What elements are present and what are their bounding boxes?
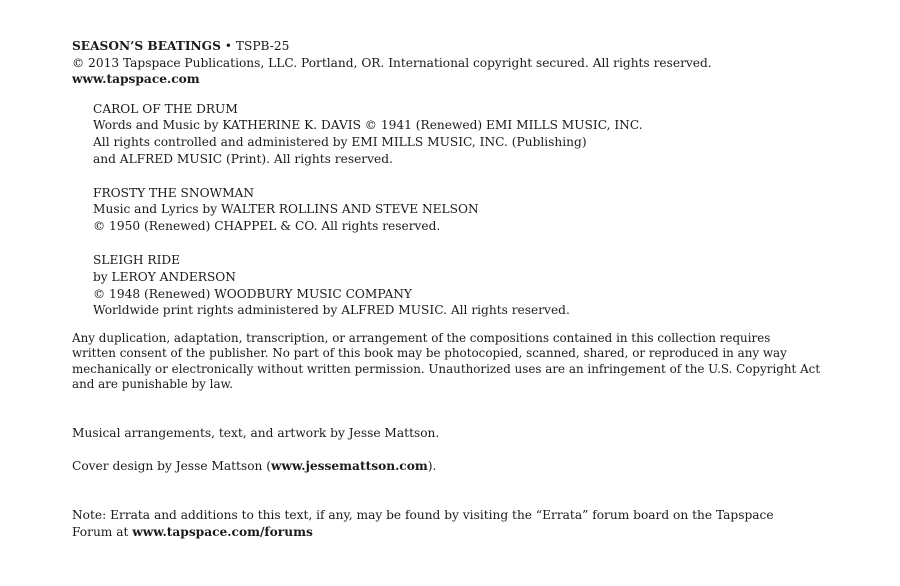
- cover-design-credit: [72, 458, 872, 475]
- notice-line: and are punishable by law.: [72, 376, 234, 391]
- song-title: FROSTY THE SNOWMAN: [93, 185, 255, 200]
- credit-line: Music and Lyrics by WALTER ROLLINS AND STEVE NELSON: [93, 202, 479, 217]
- notice-line: written consent of the publisher. No part of this book may be photocopied, scanned, shared, or reproduced in any way: [72, 346, 787, 361]
- note-forum-text: Forum at: [72, 524, 133, 539]
- song-credit-frosty-the-snowman: [93, 185, 872, 235]
- cover-design-text: Cover design by Jesse Mattson (: [72, 458, 272, 473]
- notice-line: mechanically or electronically without written permission. Unauthorized uses are an infringement of the U.S. Copyright Act: [72, 361, 821, 376]
- page-header: [72, 38, 872, 88]
- song-title: SLEIGH RIDE: [93, 253, 181, 268]
- book-title-line: [72, 38, 872, 55]
- title-separator: •: [220, 39, 236, 53]
- copyright-line: © 2013 Tapspace Publications, LLC. Portland, OR. International copyright secured. All rights reserved.: [72, 55, 712, 70]
- publisher-website-link[interactable]: www.tapspace.com: [72, 72, 200, 86]
- credit-line: by LEROY ANDERSON: [93, 269, 236, 284]
- arrangements-text: Musical arrangements, text, and artwork by Jesse Mattson.: [72, 426, 440, 441]
- cover-design-line: [72, 458, 872, 475]
- credit-line: All rights controlled and administered by EMI MILLS MUSIC, INC. (Publishing): [93, 135, 587, 150]
- credit-line: and ALFRED MUSIC (Print). All rights reserved.: [93, 151, 393, 166]
- book-title: SEASON’S BEATINGS: [72, 39, 221, 53]
- legal-notice: [72, 331, 872, 392]
- copyright-page: [72, 38, 872, 540]
- credit-line: © 1950 (Renewed) CHAPPEL & CO. All rights reserved.: [93, 219, 441, 234]
- credit-line: © 1948 (Renewed) WOODBURY MUSIC COMPANY: [93, 286, 412, 301]
- credit-line: Words and Music by KATHERINE K. DAVIS © 1941 (Renewed) EMI MILLS MUSIC, INC.: [93, 118, 643, 133]
- song-credit-carol-of-the-drum: [93, 101, 872, 168]
- cover-design-suffix: ).: [427, 458, 437, 473]
- credit-line: Worldwide print rights administered by ALFRED MUSIC. All rights reserved.: [93, 303, 570, 318]
- song-credit-sleigh-ride: [93, 252, 872, 319]
- note-line: [72, 524, 872, 541]
- note-line: Note: Errata and additions to this text, if any, may be found by visiting the “Errata” forum board on the Tapspace: [72, 508, 774, 523]
- song-title: CAROL OF THE DRUM: [93, 101, 238, 116]
- forum-link[interactable]: www.tapspace.com/forums: [132, 524, 313, 539]
- designer-website-link[interactable]: www.jessemattson.com: [271, 458, 428, 473]
- catalog-number: TSPB-25: [235, 39, 290, 53]
- errata-note: [72, 507, 872, 540]
- notice-line: Any duplication, adaptation, transcription, or arrangement of the compositions contained in this collection requires: [72, 331, 771, 346]
- arrangements-credit: [72, 425, 872, 442]
